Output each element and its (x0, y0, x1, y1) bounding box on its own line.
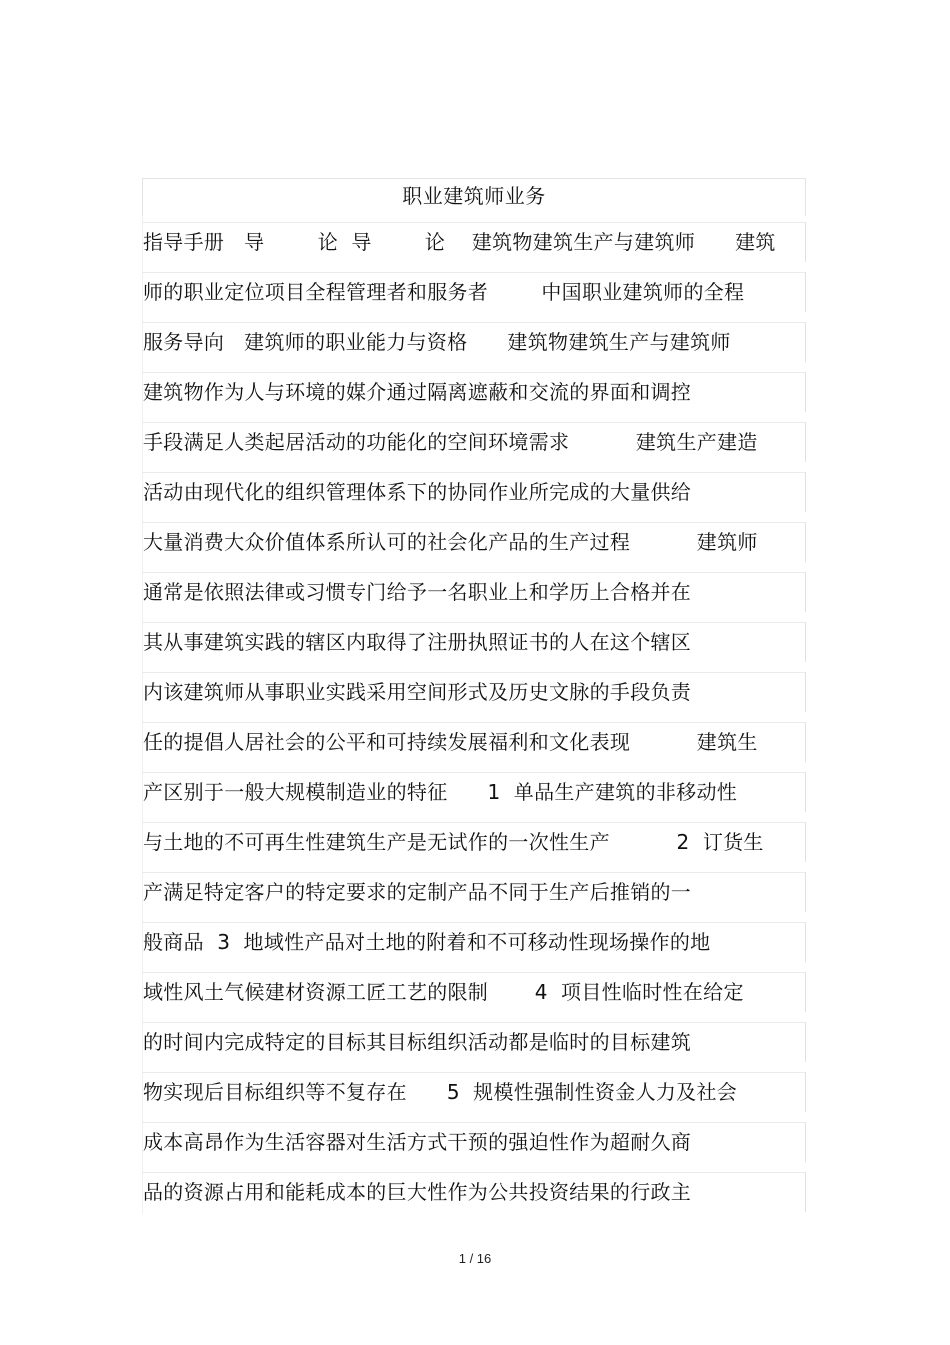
text-line (142, 1172, 806, 1222)
text-line-content: 任的提倡人居社会的公平和可持续发展福利和文化表现 建筑生 (143, 730, 758, 754)
text-line-content: 指导手册 导 论 导 论 建筑物建筑生产与建筑师 建筑 (143, 230, 776, 254)
text-line-frame (142, 972, 806, 1012)
text-line (142, 772, 806, 822)
text-line-content: 手段满足人类起居活动的功能化的空间环境需求 建筑生产建造 (143, 430, 758, 454)
text-line-frame (142, 572, 806, 612)
text-line (142, 622, 806, 672)
text-line-frame (142, 922, 806, 962)
text-line-frame (142, 372, 806, 412)
text-line-content: 大量消费大众价值体系所认可的社会化产品的生产过程 建筑师 (143, 530, 758, 554)
text-line (142, 872, 806, 922)
text-line-frame (142, 472, 806, 512)
text-line-content: 师的职业定位项目全程管理者和服务者 中国职业建筑师的全程 (143, 280, 745, 304)
text-line-content: 产满足特定客户的特定要求的定制产品不同于生产后推销的一 (143, 880, 692, 904)
text-line-frame (142, 822, 806, 862)
text-line-content: 成本高昂作为生活容器对生活方式干预的强迫性作为超耐久商 (143, 1130, 692, 1154)
text-line (142, 422, 806, 472)
text-line (142, 1122, 806, 1172)
text-line-content: 建筑物作为人与环境的媒介通过隔离遮蔽和交流的界面和调控 (143, 380, 692, 404)
title-row (142, 178, 806, 216)
text-line-frame (142, 222, 806, 262)
text-line-content: 与土地的不可再生性建筑生产是无试作的一次性生产 2 订货生 (143, 830, 764, 854)
text-line (142, 522, 806, 572)
text-line (142, 272, 806, 322)
text-line-content: 产区别于一般大规模制造业的特征 1 单品生产建筑的非移动性 (143, 780, 738, 804)
text-line-content: 物实现后目标组织等不复存在 5 规模性强制性资金人力及社会 (143, 1080, 738, 1104)
text-line (142, 972, 806, 1022)
text-line-content: 通常是依照法律或习惯专门给予一名职业上和学历上合格并在 (143, 580, 692, 604)
text-line-frame (142, 772, 806, 812)
text-line-frame (142, 322, 806, 362)
text-line-content: 其从事建筑实践的辖区内取得了注册执照证书的人在这个辖区 (143, 630, 692, 654)
text-line-content: 品的资源占用和能耗成本的巨大性作为公共投资结果的行政主 (143, 1180, 692, 1204)
text-line-frame (142, 422, 806, 462)
text-line-frame (142, 672, 806, 712)
text-line-frame (142, 1172, 806, 1212)
text-line-content: 的时间内完成特定的目标其目标组织活动都是临时的目标建筑 (143, 1030, 692, 1054)
text-line-content: 内该建筑师从事职业实践采用空间形式及历史文脉的手段负责 (143, 680, 692, 704)
text-line (142, 472, 806, 522)
text-line-frame (142, 522, 806, 562)
text-line (142, 672, 806, 722)
text-line (142, 1022, 806, 1072)
text-line (142, 222, 806, 272)
document-title: 职业建筑师业务 (402, 184, 546, 208)
text-line-frame (142, 1122, 806, 1162)
text-line (142, 322, 806, 372)
text-line (142, 722, 806, 772)
text-line (142, 572, 806, 622)
page-number: 1 / 16 (458, 1251, 492, 1266)
text-line-frame (142, 622, 806, 662)
text-line-content: 服务导向 建筑师的职业能力与资格 建筑物建筑生产与建筑师 (143, 330, 731, 354)
text-line-frame (142, 1072, 806, 1112)
text-line (142, 372, 806, 422)
text-line-content: 活动由现代化的组织管理体系下的协同作业所完成的大量供给 (143, 480, 692, 504)
text-line (142, 822, 806, 872)
text-line-frame (142, 272, 806, 312)
text-line-frame (142, 722, 806, 762)
text-line-frame (142, 1022, 806, 1062)
body-text-block (142, 222, 806, 1222)
text-line (142, 1072, 806, 1122)
text-line (142, 922, 806, 972)
text-line-content: 般商品 3 地域性产品对土地的附着和不可移动性现场操作的地 (143, 930, 711, 954)
text-line-frame (142, 872, 806, 912)
text-line-content: 域性风土气候建材资源工匠工艺的限制 4 项目性临时性在给定 (143, 980, 744, 1004)
